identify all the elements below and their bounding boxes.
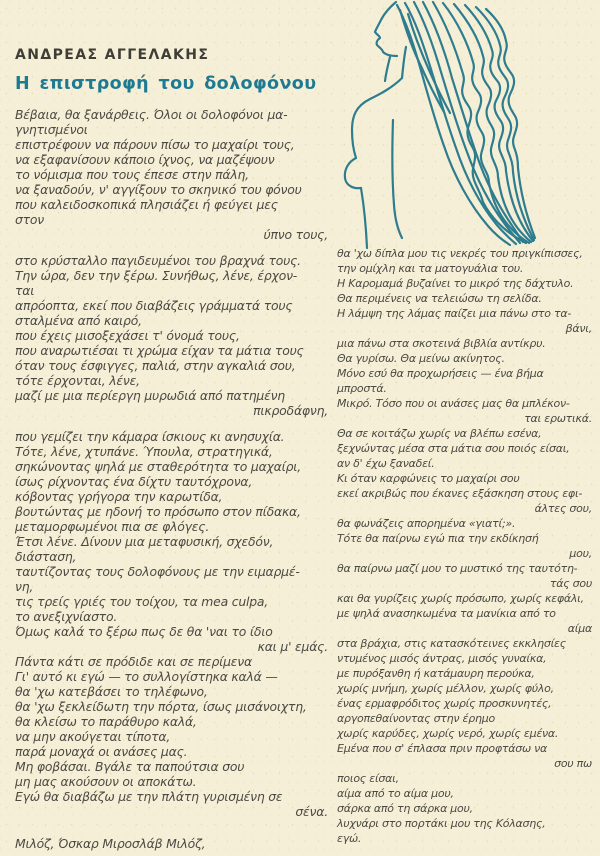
- breast-line: [345, 158, 361, 188]
- neck-front-line: [385, 57, 390, 81]
- poem-line: ξεχνώντας μέσα στα μάτια σου ποιός είσαι,: [337, 442, 570, 455]
- hair-strand: [397, 5, 510, 245]
- poem-line: Εμένα που σ' έπλασα πριν προφτάσω να: [337, 742, 548, 755]
- poem-line: Έτσι λένε. Δίνουν μια μεταφυσική, σχεδόν,: [15, 534, 274, 549]
- poem-line: και θα γυρίζεις χωρίς πρόσωπο, χωρίς κεφάλι,: [337, 592, 584, 605]
- author-name: ΑΝΔΡΕΑΣ ΑΓΓΕΛΑΚΗΣ: [15, 47, 210, 63]
- poem-line: μη μας ακούσουν οι αποκάτω.: [15, 774, 197, 789]
- poem-line: Γι' αυτό κι εγώ — το συλλογίστηκα καλά —: [15, 669, 278, 684]
- poem-line: που έχεις μισοξεχάσει τ' όνομά τους,: [15, 328, 240, 343]
- poem-line: γνητισμένοι: [15, 122, 88, 137]
- poem-line: άλτες σου,: [534, 502, 592, 515]
- spine-line: [392, 120, 402, 238]
- poem-line: χωρίς καρύδες, χωρίς νερό, χωρίς εμένα.: [337, 727, 559, 740]
- poem-line: κόβοντας γρήγορα την καρωτίδα,: [15, 489, 223, 504]
- poem-line: μου,: [569, 547, 592, 560]
- poem-line: που αναρωτιέσαι τι χρώμα είχαν τα μάτια τους: [15, 343, 304, 358]
- poem-line: ταυτίζοντας τους δολοφόνους με την ειμαρμέ-: [15, 564, 300, 579]
- neck-back-line: [402, 47, 406, 78]
- poem-line: στα βράχια, στις κατασκότεινες εκκλησίες: [337, 637, 566, 650]
- poem-line: το νόμισμα που τους έπεσε στην πάλη,: [15, 167, 249, 182]
- poem-line: να μην ακούγεται τίποτα,: [15, 729, 171, 744]
- poem-line: Τότε, λένε, χτυπάνε. Ύπουλα, στρατηγικά,: [15, 444, 273, 459]
- poem-line: Όμως καλά το ξέρω πως δε θα 'ναι το ίδιο: [15, 624, 273, 639]
- poem-line: επιστρέφουν να πάρουν πίσω το μαχαίρι τους,: [15, 137, 295, 152]
- poem-line: την ομίχλη και τα ματογυάλια του.: [337, 262, 524, 275]
- poem-line: τις τρείς γριές του τοίχου, τα mea culpa,: [15, 594, 269, 609]
- poem-line: Θα περιμένεις να τελειώσω τη σελίδα.: [337, 292, 542, 305]
- poem-line: αν δ' έχω ξαναδεί.: [337, 457, 435, 470]
- poem-line: χωρίς μνήμη, χωρίς μέλλον, χωρίς φύλο,: [337, 682, 554, 695]
- woman-back-line-drawing-illustration: [330, 0, 596, 250]
- poem-line: όταν τους έσφιγγες, παλιά, στην αγκαλιά σου,: [15, 358, 296, 373]
- poem-line: νη,: [15, 579, 34, 594]
- poem-column-left: [15, 107, 328, 851]
- poem-line: λυχνάρι στο πορτάκι μου της Κόλασης,: [337, 817, 546, 830]
- poem-line: με πυρόξανθη ή κατάμαυρη περούκα,: [337, 667, 535, 680]
- poem-line: Μιλόζ, Όσκαρ Μιροσλάβ Μιλόζ,: [15, 836, 206, 851]
- poem-line: Μόνο εσύ θα προχωρήσεις — ένα βήμα: [337, 367, 544, 380]
- poem-line: Η λάμψη της λάμας παίζει μια πάνω στο τα-: [337, 307, 572, 320]
- poem-line: εκεί ακριβώς που έκανες εξάσκηση στους εφι-: [337, 487, 583, 500]
- poem-line: το ανεξιχνίαστο.: [15, 609, 118, 624]
- shoulder-back-line: [352, 78, 402, 158]
- poem-line: Εγώ θα διαβάζω με την πλάτη γυρισμένη σε: [15, 789, 283, 804]
- poem-line: θα παίρνω μαζί μου το μυστικό της ταυτότη-: [337, 562, 578, 575]
- poem-line: ται: [15, 283, 35, 298]
- poem-line: απρόοπτα, εκεί που διαβάζεις γράμματά τους: [15, 298, 293, 313]
- poem-line: με ψηλά ανασηκωμένα τα μανίκια από το: [337, 607, 556, 620]
- poem-line: που γεμίζει την κάμαρα ίσκιους κι ανησυχία.: [15, 429, 285, 444]
- poem-line: πικροδάφνη,: [253, 403, 328, 418]
- poem-line: στον: [15, 212, 45, 227]
- poem-line: αίμα: [567, 622, 592, 635]
- poem-line: Τότε θα παίρνω εγώ πια την εκδίκησή: [337, 532, 539, 545]
- poem-line: Θα σε κοιτάζω χωρίς να βλέπω εσένα,: [337, 427, 542, 440]
- poem-line: τότε έρχονται, λένε,: [15, 373, 140, 388]
- poem-column-right: [337, 246, 592, 846]
- poem-line: και μ' εμάς.: [257, 639, 328, 654]
- poem-line: παρά μοναχά οι ανάσες μας.: [15, 744, 188, 759]
- poem-line: μια πάνω στα σκοτεινά βιβλία αντίκρυ.: [337, 337, 546, 350]
- poem-line: σένα.: [295, 804, 328, 819]
- poem-line: σάρκα από τη σάρκα μου,: [337, 802, 473, 815]
- poem-line: που καλειδοσκοπικά πλησιάζει ή φεύγει μες: [15, 197, 278, 212]
- poem-line: ύπνο τους,: [263, 227, 328, 242]
- poem-line: να εξαφανίσουν κάποιο ίχνος, να μαζέψουν: [15, 152, 275, 167]
- poem-line: σου πω: [554, 757, 592, 770]
- poem-line: βάνι,: [565, 322, 592, 335]
- poem-line: θα 'χω δίπλα μου τις νεκρές του πριγκίπισσες,: [337, 247, 583, 260]
- poem-title: Η επιστροφή του δολοφόνου: [15, 74, 317, 94]
- poem-line: θα 'χω ξεκλείδωτη την πόρτα, ίσως μισάνοιχτη,: [15, 699, 307, 714]
- poem-line: Θα γυρίσω. Θα μείνω ακίνητος.: [337, 352, 505, 365]
- poem-line: σταλμένα από καιρό,: [15, 313, 142, 328]
- poem-line: Πάντα κάτι σε πρόδιδε και σε περίμενα: [15, 654, 252, 669]
- poem-line: μεταμορφωμένοι πια σε φλόγες.: [15, 519, 210, 534]
- poem-line: ίσως ρίχνοντας ένα δίχτυ ταυτόχρονα,: [15, 474, 253, 489]
- poem-line: μαζί με μια περίεργη μυρωδιά από πατημένη: [15, 388, 285, 403]
- poem-line: Βέβαια, θα ξανάρθεις. Όλοι οι δολοφόνοι μα-: [15, 107, 288, 122]
- poem-line: Την ώρα, δεν την ξέρω. Συνήθως, λένε, έρχον-: [15, 268, 298, 283]
- side-line: [361, 188, 367, 248]
- poem-line: ποιος είσαι,: [337, 772, 399, 785]
- poem-line: ντυμένος μισός άντρας, μισός γυναίκα,: [337, 652, 547, 665]
- poem-line: θα 'χω κατεβάσει το τηλέφωνο,: [15, 684, 208, 699]
- poem-line: ται ερωτικά.: [524, 412, 592, 425]
- poem-line: αργοπεθαίνοντας στην έρημο: [337, 712, 495, 725]
- poem-line: στο κρύσταλλο παγιδευμένοι του βραχνά τους.: [15, 253, 301, 268]
- poem-line: Κι όταν καρφώνεις το μαχαίρι σου: [337, 472, 520, 485]
- poem-line: θα κλείσω το παράθυρο καλά,: [15, 714, 197, 729]
- poem-line: εγώ.: [337, 832, 362, 845]
- poem-line: Η Καρομαμά βυζαίνει το μικρό της δάχτυλο.: [337, 277, 574, 290]
- poem-line: σηκώνοντας ψηλά με σταθερότητα το μαχαίρι,: [15, 459, 302, 474]
- poem-line: ένας ερμαφρόδιτος χωρίς προσκυνητές,: [337, 697, 552, 710]
- poem-line: Μικρό. Τόσο που οι ανάσες μας θα μπλέκον-: [337, 397, 570, 410]
- poem-line: τάς σου: [549, 577, 592, 590]
- poem-line: αίμα από το αίμα μου,: [337, 787, 454, 800]
- face-profile-line: [375, 2, 397, 56]
- poem-line: Μη φοβάσαι. Βγάλε τα παπούτσια σου: [15, 759, 245, 774]
- poem-line: μπροστά.: [337, 382, 387, 395]
- poem-line: να ξαναδούν, ν' αγγίξουν το σκηνικό του φόνου: [15, 182, 302, 197]
- poem-line: βουτώντας με ηδονή το πρόσωπο στον πίδακα,: [15, 504, 301, 519]
- poem-line: θα φωνάζεις απορημένα «γιατί;».: [337, 517, 516, 530]
- poem-line: διάσταση,: [15, 549, 77, 564]
